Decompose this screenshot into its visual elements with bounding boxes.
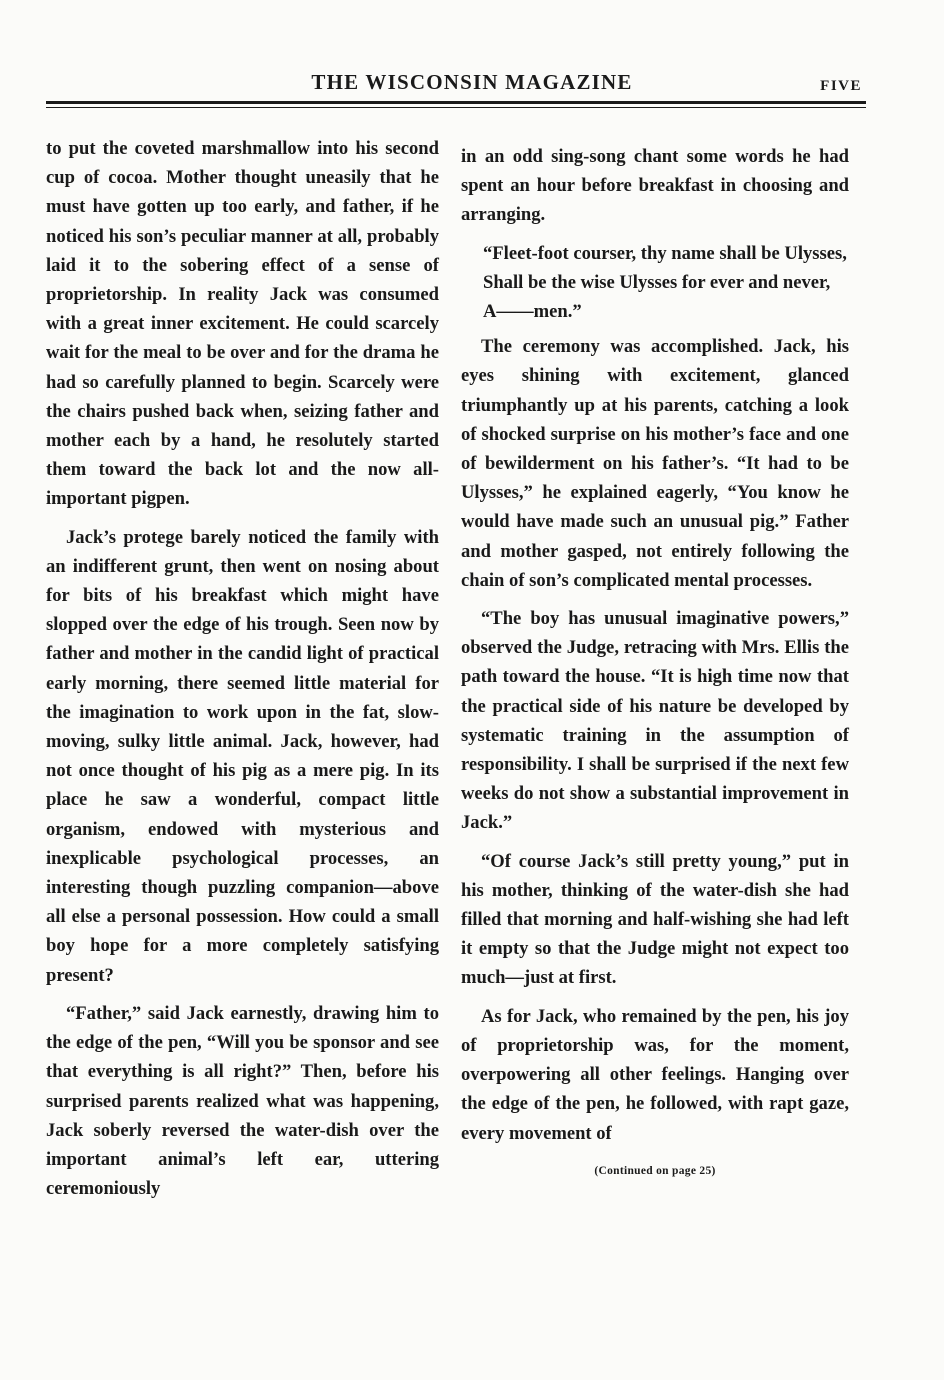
paragraph: The ceremony was accomplished. Jack, his eyes shining with excitement, glanced triumphantly up at his parents, catching a look of shocked surprise on his mother’s face and one of bewilderment on his father’s. “It had to be Ulysses,” he explained eagerly, “You know he would have made such an unusual pig.” Father and mother gasped, not entirely following the chain of son’s complicated mental processes. bbox=[461, 336, 849, 591]
header-rule bbox=[46, 101, 866, 111]
left-column bbox=[46, 134, 439, 1212]
poem-line: Shall be the wise Ulysses for ever and never, bbox=[483, 271, 831, 293]
right-column bbox=[461, 142, 849, 1186]
poem-line: A——men.” bbox=[483, 301, 582, 323]
poem-line: “Fleet-foot courser, thy name shall be Ulysses, bbox=[483, 242, 847, 264]
paragraph: Jack’s protege barely noticed the family with an indifferent grunt, then went on nosing about for bits of his breakfast which might have slopped over the edge of his trough. Seen now by father and mother in the candid light of practical early morning, there seemed little material for the imagination to work upon in the fat, slow-moving, sulky little animal. Jack, however, had not once thought of his pig as a mere pig. In its place he saw a wonderful, compact little organism, endowed with mysterious and inexplicable psychological processes, an interesting though puzzling companion—above all else a personal possession. How could a small boy hope for a more completely satisfying present? bbox=[46, 526, 439, 986]
paragraph: to put the coveted marshmallow into his second cup of cocoa. Mother thought uneasily that he must have gotten up too early, and father, if he noticed his son’s peculiar manner at all, probably laid it to the sobering effect of a sense of proprietorship. In reality Jack was consumed with a great inner excitement. He could scarcely wait for the meal to be over and for the drama he had so carefully planned to begin. Scarcely were the chairs pushed back when, seizing father and mother each by a hand, he resolutely started them toward the back lot and the now all-important pigpen. bbox=[46, 138, 439, 510]
paragraph: in an odd sing-song chant some words he had spent an hour before breakfast in choosing and arranging. bbox=[461, 146, 849, 226]
paragraph: “The boy has unusual imaginative powers,” observed the Judge, retracing with Mrs. Ellis the path toward the house. “It is high time now that the practical side of his nature be developed by systematic training in the assumption of responsibility. I shall be surprised if the next few weeks do not show a substantial improvement in Jack.” bbox=[461, 608, 849, 834]
poem bbox=[483, 239, 849, 327]
page-number: FIVE bbox=[820, 78, 862, 94]
magazine-title: THE WISCONSIN MAGAZINE bbox=[311, 70, 633, 94]
paragraph: “Of course Jack’s still pretty young,” put in his mother, thinking of the water-dish she had filled that morning and half-wishing she had left it empty so that the Judge might not expect too much—just at first. bbox=[461, 850, 849, 989]
continued-note: (Continued on page 25) bbox=[594, 1164, 716, 1177]
paragraph: As for Jack, who remained by the pen, his joy of proprietorship was, for the moment, overpowering all other feelings. Hanging over the edge of the pen, he followed, with rapt gaze, every movement of bbox=[461, 1005, 849, 1144]
paragraph: “Father,” said Jack earnestly, drawing him to the edge of the pen, “Will you be sponsor and see that everything is all right?” Then, before his surprised parents realized what was happening, Jack soberly reversed the water-dish over the important animal’s left ear, uttering ceremoniously bbox=[46, 1002, 439, 1200]
